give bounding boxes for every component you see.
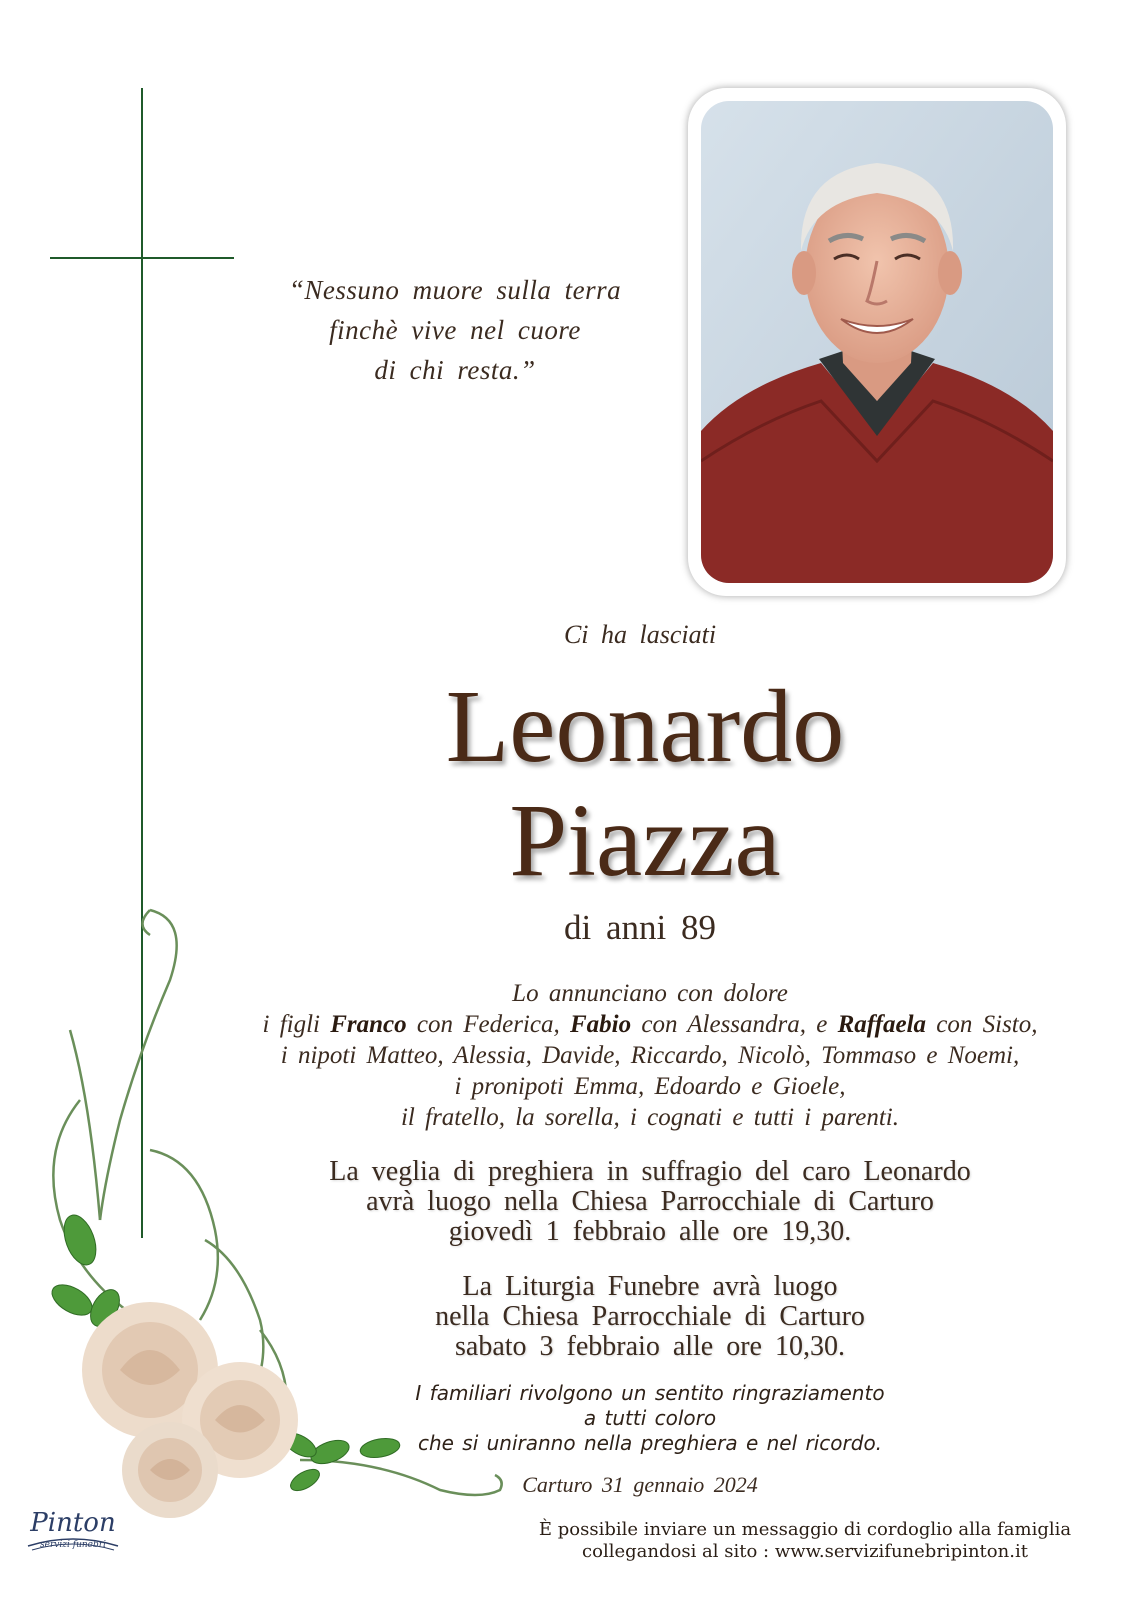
child-name: Franco: [330, 1011, 407, 1038]
family-line: i pronipoti Emma, Edoardo e Gioele,: [454, 1073, 846, 1100]
portrait-illustration: [701, 101, 1053, 583]
children-prefix: i figli: [262, 1011, 331, 1038]
portrait-photo: [701, 101, 1053, 583]
logo-name: Pinton: [30, 1508, 116, 1538]
funeral-line: sabato 3 febbraio alle ore 10,30.: [455, 1331, 845, 1362]
child-spouse: con Alessandra, e: [631, 1011, 838, 1038]
logo-tagline: servizi funebri: [40, 1540, 106, 1550]
thanks-line: a tutti coloro: [583, 1406, 717, 1430]
vigil-line: avrà luogo nella Chiesa Parrocchiale di Carturo: [366, 1186, 934, 1217]
vigil-line: giovedì 1 febbraio alle ore 19,30.: [448, 1216, 852, 1247]
condolence-note: [520, 1519, 1090, 1563]
thanks-line: che si uniranno nella preghiera e nel ricordo.: [417, 1431, 883, 1455]
funeral-home-logo: [18, 1502, 128, 1558]
cross-horizontal-bar: [50, 257, 234, 259]
memorial-quote: [270, 270, 640, 390]
child-spouse: con Sisto,: [926, 1011, 1038, 1038]
thanks-line: I familiari rivolgono un sentito ringraziamento: [415, 1381, 885, 1405]
condolence-website[interactable]: collegandosi al sito : www.servizifunebripinton.it: [582, 1541, 1028, 1562]
child-name: Raffaela: [837, 1011, 927, 1038]
condolence-line: È possibile inviare un messaggio di cordoglio alla famiglia: [538, 1519, 1072, 1540]
intro-text: Ci ha lasciati: [563, 620, 717, 649]
child-name: Fabio: [569, 1011, 632, 1038]
deceased-first-name: Leonardo: [445, 669, 845, 784]
quote-line: “Nessuno muore sulla terra: [288, 275, 622, 305]
floral-decoration: [0, 900, 530, 1580]
family-line: il fratello, la sorella, i cognati e tutti i parenti.: [400, 1104, 899, 1131]
deceased-last-name: Piazza: [509, 783, 781, 898]
quote-line: di chi resta.”: [374, 355, 536, 385]
deceased-age: di anni 89: [564, 908, 716, 947]
child-spouse: con Federica,: [406, 1011, 570, 1038]
quote-line: finchè vive nel cuore: [329, 315, 581, 345]
date-place: Carturo 31 gennaio 2024: [522, 1472, 758, 1497]
vigil-line: La veglia di preghiera in suffragio del caro Leonardo: [329, 1156, 971, 1187]
family-line: i nipoti Matteo, Alessia, Davide, Riccardo, Nicolò, Tommaso e Noemi,: [280, 1042, 1020, 1069]
family-line: Lo annunciano con dolore: [512, 980, 788, 1007]
funeral-line: La Liturgia Funebre avrà luogo: [462, 1271, 838, 1302]
funeral-line: nella Chiesa Parrocchiale di Carturo: [435, 1301, 865, 1332]
